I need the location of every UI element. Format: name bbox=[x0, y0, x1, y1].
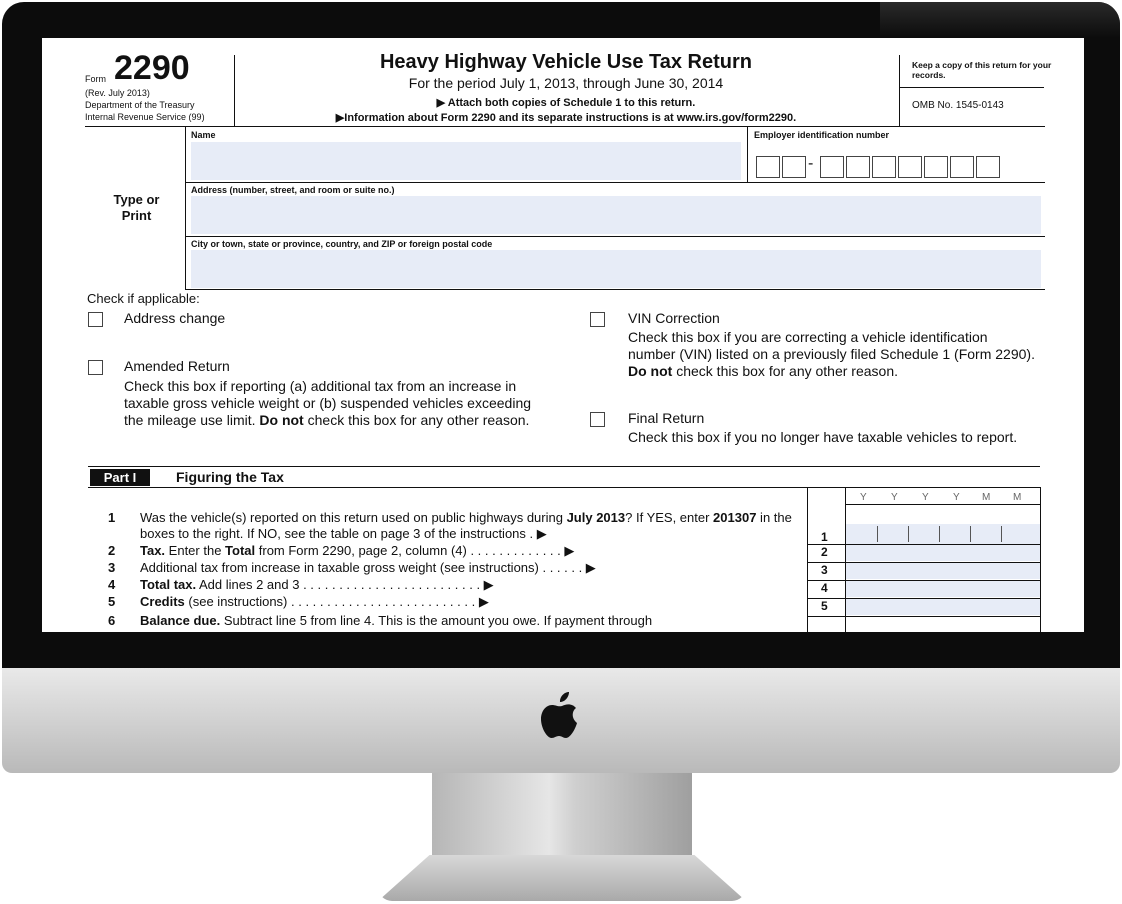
yymm-cell-divider bbox=[908, 526, 909, 542]
header-right-rule bbox=[899, 87, 1044, 88]
amended-return-label: Amended Return bbox=[124, 358, 230, 374]
keep-copy-note: Keep a copy of this return for your records. bbox=[912, 60, 1052, 80]
yymm-y2: Y bbox=[891, 492, 898, 503]
line-2-amount-field[interactable] bbox=[846, 545, 1040, 561]
monitor-stand-foot bbox=[378, 855, 746, 901]
line-4-text-a: Add lines 2 and 3 . . . . . . . . . . . . . . . . . . . . . . . . . ▶ bbox=[196, 577, 494, 592]
ein-digit-box[interactable] bbox=[898, 156, 922, 178]
line-4-amount-field[interactable] bbox=[846, 581, 1040, 597]
vin-correction-checkbox[interactable] bbox=[590, 312, 605, 327]
box-2-number: 2 bbox=[821, 545, 828, 559]
line-3-number: 3 bbox=[108, 560, 116, 575]
form-department: Department of the Treasury bbox=[85, 100, 195, 110]
omb-number: OMB No. 1545-0143 bbox=[912, 100, 1004, 111]
info-instruction: ▶Information about Form 2290 and its separate instructions is at www.irs.gov/form2290. bbox=[335, 112, 797, 124]
form-number: 2290 bbox=[114, 49, 190, 87]
line-6-text-a: Subtract line 5 from line 4. This is the amount you owe. If payment through bbox=[220, 613, 653, 628]
line-1-yymm-field[interactable] bbox=[846, 524, 1040, 544]
address-change-checkbox[interactable] bbox=[88, 312, 103, 327]
line-2-text bbox=[140, 543, 800, 559]
part1-bottom-rule bbox=[88, 487, 1040, 488]
line-4-text bbox=[140, 577, 800, 593]
amended-desc-do-not: Do not bbox=[259, 412, 304, 428]
header-divider-left bbox=[234, 55, 235, 127]
amended-return-checkbox[interactable] bbox=[88, 360, 103, 375]
final-return-description: Check this box if you no longer have taxable vehicles to report. bbox=[628, 429, 1018, 445]
box-4-number: 4 bbox=[821, 581, 828, 595]
line-5-text-a: (see instructions) . . . . . . . . . . . . . . . . . . . . . . . . . . ▶ bbox=[184, 594, 489, 609]
line-2-text-b: from Form 2290, page 2, column (4) . . . . . . . . . . . . . ▶ bbox=[255, 543, 575, 558]
line-2-text-a: Enter the bbox=[165, 543, 226, 558]
header-bottom-rule bbox=[85, 126, 1045, 127]
line-6-number: 6 bbox=[108, 613, 116, 628]
yymm-y1: Y bbox=[860, 492, 867, 503]
part1-title: Figuring the Tax bbox=[176, 469, 284, 485]
part1-top-rule bbox=[88, 466, 1040, 467]
name-field[interactable] bbox=[191, 142, 741, 180]
amended-desc-reason: check this box for any other reason. bbox=[307, 412, 530, 428]
address-change-label: Address change bbox=[124, 310, 226, 326]
final-return-checkbox[interactable] bbox=[590, 412, 605, 427]
line-1-text-a: Was the vehicle(s) reported on this return used on public highways during bbox=[140, 510, 567, 525]
screen bbox=[42, 38, 1084, 632]
line-3-text: Additional tax from increase in taxable gross weight (see instructions) . . . . . . ▶ bbox=[140, 560, 596, 575]
amount-col-divider-3 bbox=[1040, 487, 1041, 632]
line-2-number: 2 bbox=[108, 543, 116, 558]
yymm-header-rule bbox=[845, 504, 1041, 505]
line-1-number: 1 bbox=[108, 510, 116, 525]
vin-correction-label: VIN Correction bbox=[628, 310, 720, 326]
address-bottom-rule bbox=[185, 236, 1045, 237]
line-2-bold: Tax. bbox=[140, 543, 166, 558]
yymm-y3: Y bbox=[922, 492, 929, 503]
id-left-divider bbox=[185, 127, 186, 289]
yymm-cell-divider bbox=[1001, 526, 1002, 542]
form-revision: (Rev. July 2013) bbox=[85, 88, 150, 98]
name-bottom-rule bbox=[185, 182, 1045, 183]
final-return-label: Final Return bbox=[628, 410, 705, 426]
line-5-rule bbox=[807, 616, 1041, 617]
bezel-glare bbox=[880, 2, 1120, 38]
monitor-stand-neck bbox=[432, 773, 692, 863]
ein-digit-box[interactable] bbox=[872, 156, 896, 178]
part1-label: Part I bbox=[90, 469, 150, 486]
form-label: Form bbox=[85, 74, 106, 84]
vin-desc-text: Check this box if you are correcting a vehicle identification number (VIN) listed on a previously filed Schedule 1 (Form 2290). bbox=[628, 329, 1035, 362]
yymm-m2: M bbox=[1013, 492, 1022, 503]
box-1-number: 1 bbox=[821, 530, 828, 544]
yymm-cell-divider bbox=[970, 526, 971, 542]
city-field[interactable] bbox=[191, 250, 1041, 288]
form-irs: Internal Revenue Service (99) bbox=[85, 112, 205, 122]
yymm-m1: M bbox=[982, 492, 991, 503]
line-4-bold: Total tax. bbox=[140, 577, 197, 592]
amended-desc-text: Check this box if reporting (a) additional tax from an increase in taxable gross vehicle weight or (b) suspended vehicles exceeding the mileage use limit. bbox=[124, 378, 532, 428]
name-label: Name bbox=[191, 130, 216, 140]
line-4-number: 4 bbox=[108, 577, 116, 592]
apple-logo-icon bbox=[539, 688, 585, 744]
ein-label: Employer identification number bbox=[754, 130, 890, 140]
city-label: City or town, state or province, country, and ZIP or foreign postal code bbox=[191, 239, 493, 249]
header-divider-right bbox=[899, 55, 900, 127]
box-5-number: 5 bbox=[821, 599, 828, 613]
ein-digit-box[interactable] bbox=[756, 156, 780, 178]
type-or-print-label: Type or Print bbox=[113, 192, 160, 223]
vin-desc-do-not: Do not bbox=[628, 363, 673, 379]
line-6-text bbox=[140, 613, 800, 629]
ein-divider bbox=[747, 127, 748, 183]
yymm-cell-divider bbox=[877, 526, 878, 542]
line-1-text-c: ? If YES, enter bbox=[625, 510, 714, 525]
line-1-july: July 2013 bbox=[566, 510, 626, 525]
form-period: For the period July 1, 2013, through June 30, 2014 bbox=[408, 75, 724, 91]
vin-correction-description bbox=[628, 329, 1038, 380]
attach-instruction: ▶ Attach both copies of Schedule 1 to this return. bbox=[436, 97, 696, 109]
line-5-number: 5 bbox=[108, 594, 116, 609]
id-bottom-rule bbox=[185, 289, 1045, 290]
line-5-amount-field[interactable] bbox=[846, 599, 1040, 615]
ein-digit-box[interactable] bbox=[820, 156, 844, 178]
vin-desc-reason: check this box for any other reason. bbox=[676, 363, 899, 379]
form-title: Heavy Highway Vehicle Use Tax Return bbox=[379, 51, 752, 73]
line-1-text bbox=[140, 510, 800, 542]
line-5-text bbox=[140, 594, 800, 610]
line-6-bold: Balance due. bbox=[140, 613, 221, 628]
check-applicable-heading: Check if applicable: bbox=[87, 291, 200, 306]
ein-digit-box[interactable] bbox=[782, 156, 806, 178]
address-label: Address (number, street, and room or suite no.) bbox=[191, 185, 395, 195]
address-field[interactable] bbox=[191, 196, 1041, 234]
box-3-number: 3 bbox=[821, 563, 828, 577]
line-2-total: Total bbox=[225, 543, 256, 558]
line-1-text-e: in the boxes to the right. If NO, see the table on page 3 of the instructions . ▶ bbox=[140, 510, 792, 541]
amended-return-description bbox=[124, 378, 544, 429]
line-1-code: 201307 bbox=[713, 510, 757, 525]
ein-digit-box[interactable] bbox=[846, 156, 870, 178]
ein-digit-box[interactable] bbox=[976, 156, 1000, 178]
amount-col-divider-1 bbox=[807, 487, 808, 632]
yymm-cell-divider bbox=[939, 526, 940, 542]
line-5-bold: Credits bbox=[140, 594, 185, 609]
ein-dash: - bbox=[808, 155, 814, 172]
yymm-y4: Y bbox=[953, 492, 960, 503]
ein-digit-box[interactable] bbox=[950, 156, 974, 178]
line-3-amount-field[interactable] bbox=[846, 563, 1040, 579]
ein-digit-box[interactable] bbox=[924, 156, 948, 178]
